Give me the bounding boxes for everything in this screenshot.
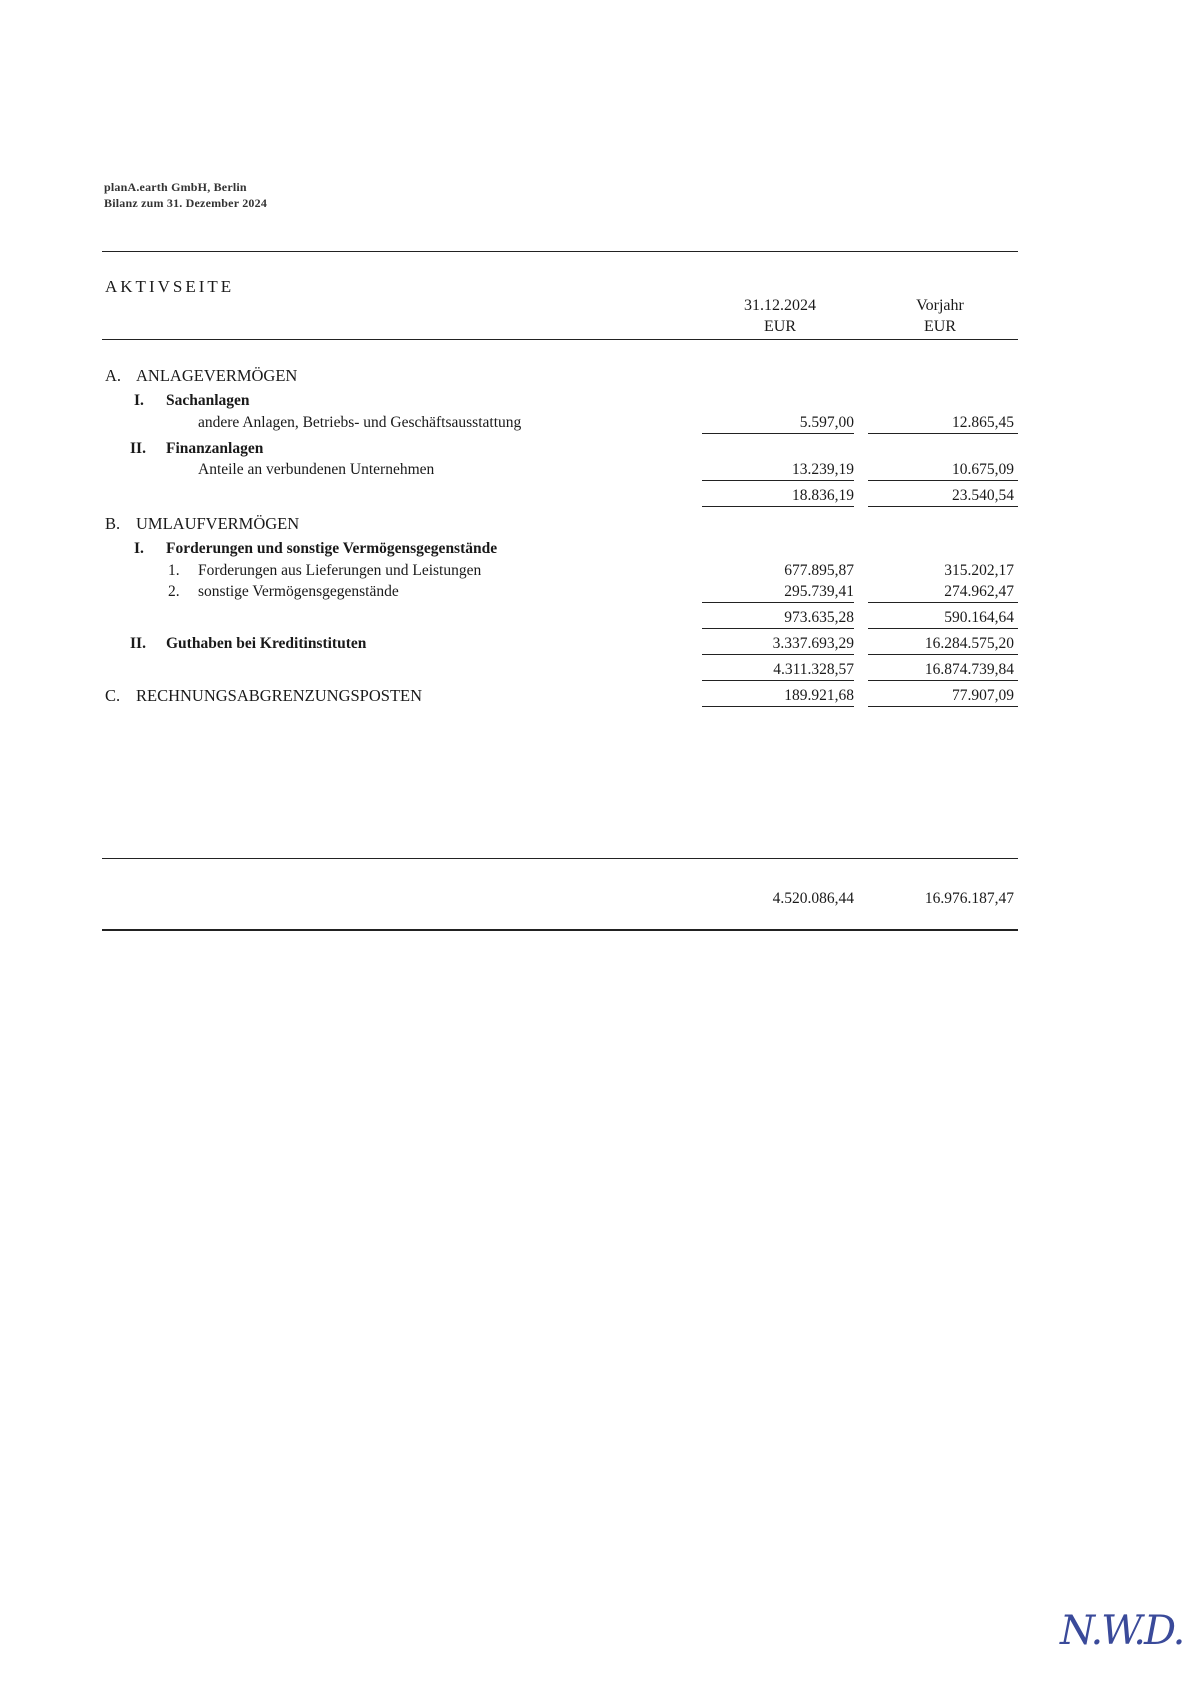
section-a-letter: A.	[105, 366, 122, 385]
section-b-label: UMLAUFVERMÖGEN	[136, 514, 300, 533]
total-prior: 16.976.187,47	[924, 890, 1014, 907]
c-prior: 77.907,09	[952, 687, 1014, 704]
total-top-rule	[102, 858, 1018, 859]
underline	[868, 480, 1018, 481]
b1-item1-current: 677.895,87	[784, 562, 854, 579]
underline	[868, 628, 1018, 629]
section-b-letter: B.	[105, 514, 121, 533]
underline	[868, 506, 1018, 507]
handwritten-initials: N.W.D.	[1060, 1608, 1184, 1654]
underline	[868, 602, 1018, 603]
section-b1-roman: I.	[134, 540, 144, 557]
underline	[702, 654, 854, 655]
section-c-letter: C.	[105, 686, 121, 705]
b2-current: 3.337.693,29	[772, 635, 854, 652]
b2-prior: 16.284.575,20	[924, 635, 1014, 652]
a2-item-current: 13.239,19	[792, 461, 854, 478]
underline	[702, 706, 854, 707]
b1-item2-num: 2.	[168, 583, 180, 600]
a1-item-label: andere Anlagen, Betriebs- und Geschäftsausstattung	[198, 414, 522, 431]
underline	[868, 654, 1018, 655]
column-prior-date: Vorjahr	[916, 297, 964, 314]
underline	[702, 433, 854, 434]
a2-item-prior: 10.675,09	[952, 461, 1014, 478]
top-rule	[102, 251, 1018, 252]
section-a2-label: Finanzanlagen	[166, 440, 264, 457]
column-prior-unit: EUR	[924, 318, 956, 335]
section-b2-label: Guthaben bei Kreditinstituten	[166, 635, 367, 652]
b1-subtotal-current: 973.635,28	[784, 609, 854, 626]
underline	[702, 602, 854, 603]
b1-item2-prior: 274.962,47	[944, 583, 1014, 600]
a1-item-prior: 12.865,45	[952, 414, 1014, 431]
section-c-label: RECHNUNGSABGRENZUNGSPOSTEN	[136, 686, 423, 705]
a-subtotal-current: 18.836,19	[792, 487, 854, 504]
total-current: 4.520.086,44	[772, 890, 854, 907]
underline	[868, 680, 1018, 681]
section-a2-roman: II.	[130, 440, 146, 457]
b-subtotal-current: 4.311.328,57	[773, 661, 854, 678]
a-subtotal-prior: 23.540,54	[952, 487, 1014, 504]
column-current-date: 31.12.2024	[744, 297, 816, 314]
c-current: 189.921,68	[784, 687, 854, 704]
underline	[868, 706, 1018, 707]
section-a-label: ANLAGEVERMÖGEN	[136, 366, 298, 385]
section-title: AKTIVSEITE	[105, 277, 235, 296]
b1-item2-current: 295.739,41	[784, 583, 854, 600]
b1-item1-prior: 315.202,17	[944, 562, 1014, 579]
statement-subtitle: Bilanz zum 31. Dezember 2024	[104, 196, 268, 210]
b1-item1-num: 1.	[168, 562, 180, 579]
section-a1-roman: I.	[134, 392, 144, 409]
underline	[702, 506, 854, 507]
underline	[868, 433, 1018, 434]
column-header-rule	[102, 339, 1018, 340]
a1-item-current: 5.597,00	[799, 414, 854, 431]
company-name: planA.earth GmbH, Berlin	[104, 180, 247, 194]
column-current-unit: EUR	[764, 318, 796, 335]
underline	[702, 480, 854, 481]
b1-item1-label: Forderungen aus Lieferungen und Leistungen	[198, 562, 482, 579]
underline	[702, 680, 854, 681]
underline	[702, 628, 854, 629]
b1-item2-label: sonstige Vermögensgegenstände	[198, 583, 399, 600]
b1-subtotal-prior: 590.164,64	[944, 609, 1014, 626]
section-a1-label: Sachanlagen	[166, 392, 250, 409]
section-b1-label: Forderungen und sonstige Vermögensgegenstände	[166, 540, 498, 557]
section-b2-roman: II.	[130, 635, 146, 652]
a2-item-label: Anteile an verbundenen Unternehmen	[198, 461, 435, 478]
b-subtotal-prior: 16.874.739,84	[924, 661, 1014, 678]
total-bottom-rule	[102, 929, 1018, 931]
